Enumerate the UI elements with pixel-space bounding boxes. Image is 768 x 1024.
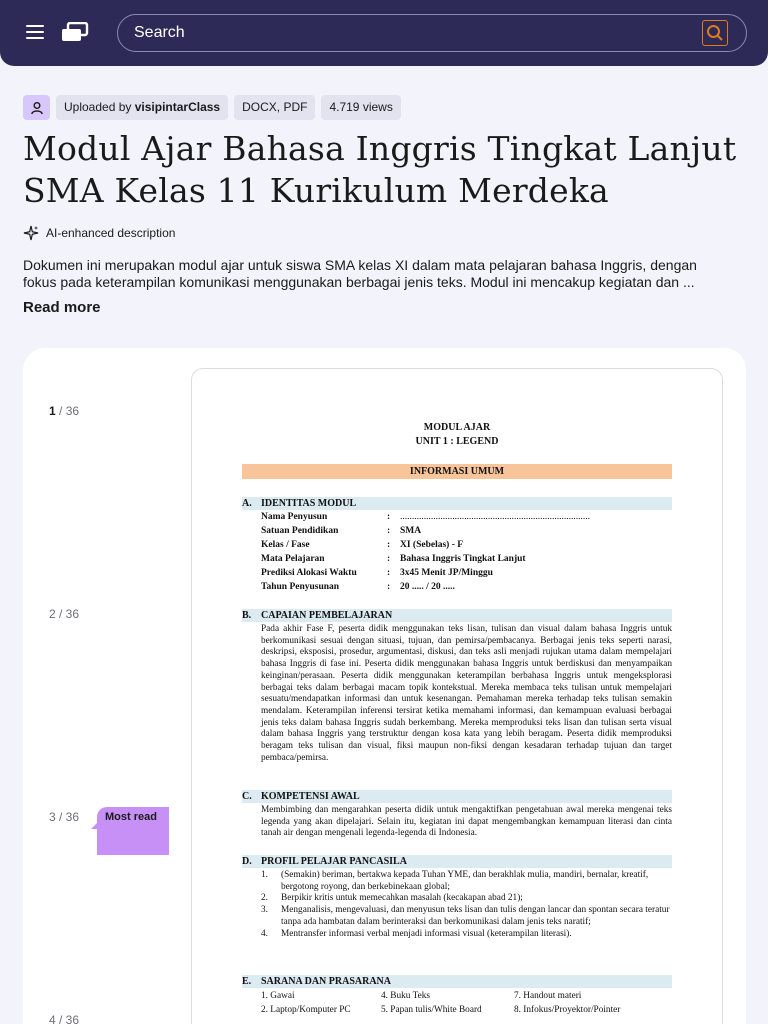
identity-row: Nama Penyusun : ................................................................................ xyxy=(261,512,590,522)
search-input[interactable] xyxy=(118,24,702,42)
section-a-heading: A. IDENTITAS MODUL xyxy=(242,497,672,510)
page-number-4[interactable]: 4 / 36 xyxy=(49,1013,80,1024)
section-b-heading: B. CAPAIAN PEMBELAJARAN xyxy=(242,609,672,622)
uploaded-prefix: Uploaded by xyxy=(64,100,132,114)
list-item: 4. Mentransfer informasi verbal menjadi informasi visual (keterampilan literasi). xyxy=(261,928,572,939)
identity-row: Prediksi Alokasi Waktu : 3x45 Menit JP/Minggu xyxy=(261,568,493,578)
search-bar xyxy=(117,14,747,52)
document-description: Dokumen ini merupakan modul ajar untuk siswa SMA kelas XI dalam mata pelajaran bahasa Inggris, dengan fokus pada keterampilan komunikasi menggunakan berbagai jenis teks. Modul ini mencakup kegiatan dan ... xyxy=(23,257,697,290)
list-item: 3. Menganalisis, mengevaluasi, dan menyusun teks lisan dan tulis dengan lancar dan spontan secara teratur tanpa ada hambatan dalam berinteraksi dan berkomunikasi dalam jenis teks naratif; xyxy=(261,905,670,927)
views-badge: 4.719 views xyxy=(321,95,400,120)
document-page[interactable] xyxy=(191,368,723,1024)
sarana-item: 8. Infokus/Proyektor/Pointer xyxy=(514,1005,621,1015)
sarana-item: 4. Buku Teks xyxy=(381,991,431,1001)
identity-row: Kelas / Fase : XI (Sebelas) - F xyxy=(261,540,464,550)
section-d-heading: D. PROFIL PELAJAR PANCASILA xyxy=(242,855,672,868)
sparkle-icon xyxy=(23,225,39,241)
menu-icon[interactable] xyxy=(26,25,44,39)
section-e-heading: E. SARANA DAN PRASARANA xyxy=(242,975,672,988)
identity-row: Mata Pelajaran : Bahasa Inggris Tingkat Lanjut xyxy=(261,554,526,564)
current-page: 1 xyxy=(49,404,56,418)
uploader-badge[interactable] xyxy=(56,95,228,120)
format-badge: DOCX, PDF xyxy=(234,95,315,120)
unit-heading: UNIT 1 : LEGEND xyxy=(415,436,499,447)
module-heading: MODUL AJAR xyxy=(423,422,491,433)
page-number-1[interactable] xyxy=(49,404,79,418)
page-title: Modul Ajar Bahasa Inggris Tingkat Lanjut SMA Kelas 11 Kurikulum Merdeka xyxy=(23,129,737,210)
read-more-link[interactable]: Read more xyxy=(23,299,101,316)
logo-icon[interactable] xyxy=(61,22,89,42)
section-c-heading: C. KOMPETENSI AWAL xyxy=(242,790,672,803)
total-pages: / 36 xyxy=(59,404,80,418)
page-number-3[interactable]: 3 / 36 xyxy=(49,810,80,824)
info-umum-heading: INFORMASI UMUM xyxy=(242,464,672,479)
capaian-paragraph: Pada akhir Fase F, peserta didik menggunakan teks lisan, tulisan dan visual dalam bahasa Inggris untuk berkomunikasi sesuai dengan situasi, tujuan, dan pemirsa/pembacanya. Berbagai jenis teks seperti narasi, deskripsi, eksposisi, prosedur, argumentasi, diskusi, dan teks asli menjadi rujukan utama dalam mempelajari bahasa Inggris di fase ini. Peserta didik menggunakan bahasa Inggris untuk berdiskusi dan menyampaikan keinginan/perasaan. Peserta didik menggunakan keterampilan berbahasa Inggris untuk mengeksplorasi berbagai teks dalam berbagai macam topik kontekstual. Mereka membaca teks tulisan untuk mempelajari sesuatu/mendapatkan informasi dan untuk kesenangan. Pemahaman mereka terhadap teks tulisan semakin mendalam. Keterampilan inferensi tersirat ketika memahami informasi, dan kemampuan evaluasi berbagai jenis teks dalam bahasa Inggris sudah berkembang. Mereka memproduksi teks lisan dan tulisan serta visual dalam bahasa Inggris yang terstruktur dengan kosa kata yang lebih beragam. Peserta didik memproduksi beragam teks tulisan dan visual, fiksi maupun non-fiksi dengan kesadaran terhadap tujuan dan target pembaca/pemirsa. xyxy=(261,624,672,763)
ai-description-label xyxy=(23,225,175,241)
profil-list xyxy=(261,870,672,940)
document-meta xyxy=(23,95,401,120)
sarana-item: 2. Laptop/Komputer PC xyxy=(261,1005,351,1015)
uploader-name: visipintarClass xyxy=(134,100,221,114)
sarana-item: 1. Gawai xyxy=(261,991,295,1001)
document-viewer xyxy=(23,348,746,1024)
identity-row: Satuan Pendidikan : SMA xyxy=(261,526,422,536)
sarana-grid xyxy=(261,989,672,1017)
list-item: 1. (Semakin) beriman, bertakwa kepada Tuhan YME, dan berakhlak mulia, mandiri, bernalar, kreatif, bergotong royong, dan berkebinekaan global; xyxy=(261,870,649,892)
kompetensi-paragraph: Membimbing dan mengarahkan peserta didik untuk mengaktifkan pengetahuan awal mereka mengenai teks legenda yang akan dipelajari. Selain itu, kegiatan ini dapat mengembangkan kemampuan literasi dan cinta tanah air dengan mengenali legenda-legenda di Indonesia. xyxy=(261,805,672,839)
user-icon[interactable] xyxy=(23,95,50,120)
sarana-item: 5. Papan tulis/White Board xyxy=(381,1005,482,1015)
sarana-item: 7. Handout materi xyxy=(514,991,582,1001)
identity-row: Tahun Penyusunan : 20 ..... / 20 ..... xyxy=(261,582,455,592)
ai-description-text: AI-enhanced description xyxy=(46,226,176,240)
search-icon[interactable] xyxy=(702,20,728,46)
page-number-2[interactable]: 2 / 36 xyxy=(49,607,80,621)
most-read-badge: Most read xyxy=(97,807,169,855)
top-bar xyxy=(0,0,768,66)
list-item: 2. Berpikir kritis untuk memecahkan masalah (kecakapan abad 21); xyxy=(261,893,523,904)
